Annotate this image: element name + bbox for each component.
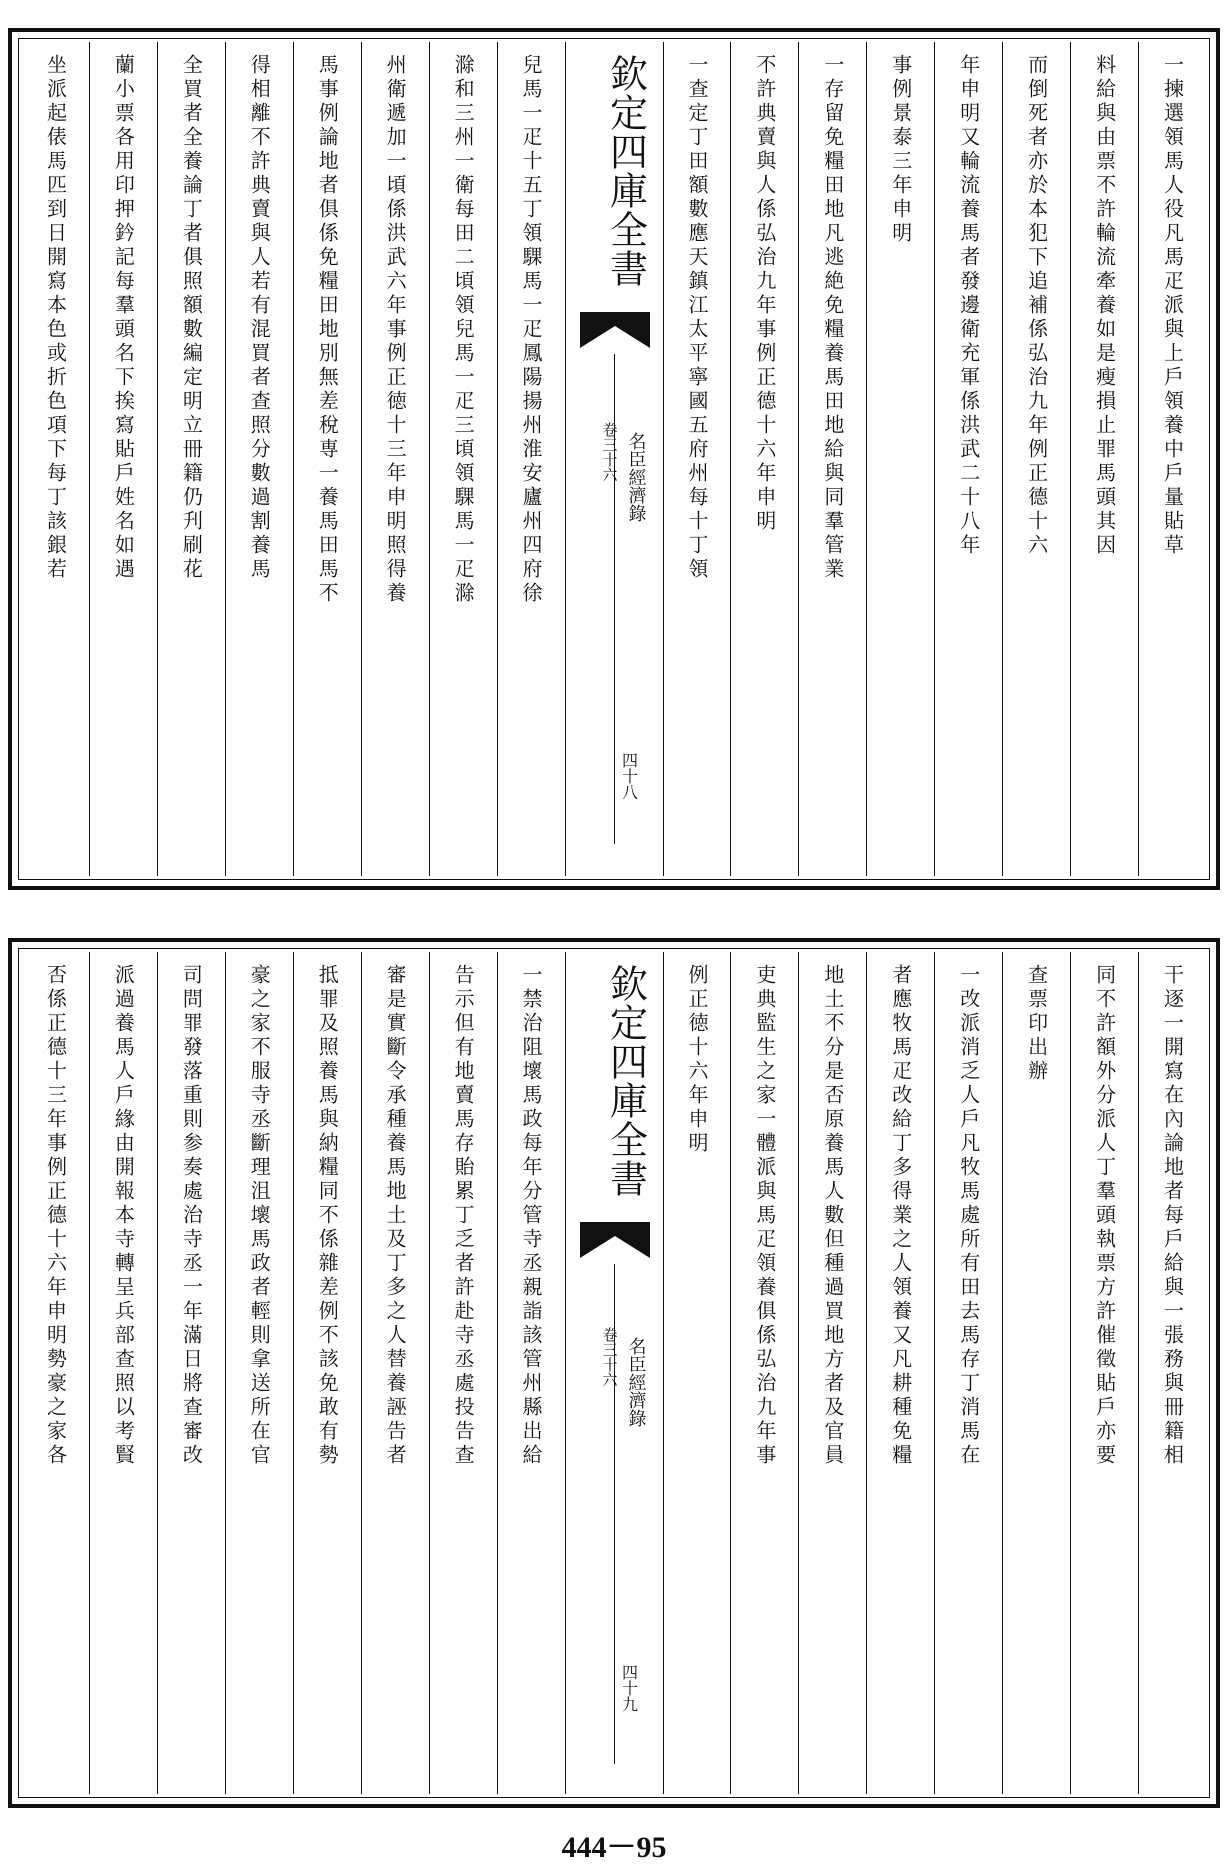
- text-column: 馬事例論地者俱係免糧田地別無差稅専一養馬田馬不: [293, 42, 361, 876]
- collection-title: 欽定四庫全書: [603, 54, 648, 288]
- page-number: 四十八: [619, 752, 639, 800]
- text-column: 而倒死者亦於本犯下追補係弘治九年例正德十六: [1002, 42, 1070, 876]
- text-column: 否係正德十三年事例正德十六年申明勢豪之家各: [43, 964, 68, 1468]
- text-column: 干逐一開寫在內論地者每戶給與一張務與冊籍相: [1138, 952, 1206, 1794]
- center-fold-strip: [565, 952, 663, 1794]
- text-column: 全買者全養論丁者俱照額數編定明立冊籍仍刋刷花: [157, 42, 225, 876]
- text-column: 一查定丁田額數應天鎮江太平寧國五府州每十丁領: [663, 42, 731, 876]
- text-column: 吏典監生之家一體派與馬疋領養俱係弘治九年事: [730, 952, 798, 1794]
- text-column: 不許典賣與人係弘治九年事例正德十六年申明: [730, 42, 798, 876]
- text-column: 同不許額外分派人丁羣頭執票方許催徵貼戶亦要: [1070, 952, 1138, 1794]
- text-column: 一存留免糧田地凡逃絶免糧養馬田地給與同羣管業: [798, 42, 866, 876]
- bottom-page-columns: [22, 952, 1206, 1794]
- text-column: 抵罪及照養馬與納糧同不係雜差例不該免敢有勢: [293, 952, 361, 1794]
- bottom-page-panel: [8, 938, 1220, 1808]
- reprint-page-number: 444－95: [561, 1831, 667, 1864]
- text-column: 事例景泰三年申明: [866, 42, 934, 876]
- book-name: 名臣經濟錄: [625, 1337, 647, 1427]
- text-column: 蘭小票各用印押鈐記每羣頭名下挨寫貼戶姓名如遇: [89, 42, 157, 876]
- volume-number: 卷三十六: [600, 422, 619, 482]
- text-column: 坐派起俵馬匹到日開寫本色或折色項下每丁該銀若: [43, 54, 68, 582]
- volume-number: 卷三十六: [600, 1327, 619, 1387]
- collection-title: 欽定四庫全書: [603, 964, 648, 1198]
- text-column: 得相離不許典賣與人若有混買者查照分數過割養馬: [225, 42, 293, 876]
- book-name: 名臣經濟錄: [625, 432, 647, 522]
- text-column: 告示但有地賣馬存貽累丁乏者許赴寺丞處投告查: [429, 952, 497, 1794]
- center-fold-strip: [565, 42, 663, 876]
- text-column: 豪之家不服寺丞斷理沮壞馬政者輕則拿送所在官: [225, 952, 293, 1794]
- text-column: 派過養馬人戶緣由開報本寺轉呈兵部查照以考賢: [89, 952, 157, 1794]
- text-column: 一禁治阻壞馬政每年分管寺丞親詣該管州縣出給: [497, 952, 565, 1794]
- fish-tail-ornament-icon: [580, 1222, 650, 1258]
- top-page-columns: [22, 42, 1206, 876]
- text-column: 一揀選領馬人役凡馬疋派與上戶領養中戶量貼草: [1138, 42, 1206, 876]
- text-column: 州衛遞加一頃係洪武六年事例正徳十三年申明照得養: [361, 42, 429, 876]
- text-column: 一改派消乏人戶凡牧馬處所有田去馬存丁消馬在: [934, 952, 1002, 1794]
- text-column: 地土不分是否原養馬人數但種過買地方者及官員: [798, 952, 866, 1794]
- page-number: 四十九: [619, 1664, 639, 1712]
- text-column: 審是實斷令承種養馬地土及丁多之人替養誣告者: [361, 952, 429, 1794]
- text-column: 兒馬一疋十五丁領騍馬一疋鳳陽揚州淮安廬州四府徐: [497, 42, 565, 876]
- text-column: 年申明又輪流養馬者發邊衛充軍係洪武二十八年: [934, 42, 1002, 876]
- text-column: 滁和三州一衛每田二頃領兒馬一疋三頃領騍馬一疋滁: [429, 42, 497, 876]
- text-column: 例正徳十六年申明: [663, 952, 731, 1794]
- text-column: 者應牧馬疋改給丁多得業之人領養又凡耕種免糧: [866, 952, 934, 1794]
- text-column: 司問罪發落重則参奏處治寺丞一年滿日將查審改: [157, 952, 225, 1794]
- text-column: 查票印出辦: [1002, 952, 1070, 1794]
- text-column: 料給與由票不許輪流牽養如是瘦損止罪馬頭其因: [1070, 42, 1138, 876]
- top-page-panel: [8, 28, 1220, 890]
- fish-tail-ornament-icon: [580, 312, 650, 348]
